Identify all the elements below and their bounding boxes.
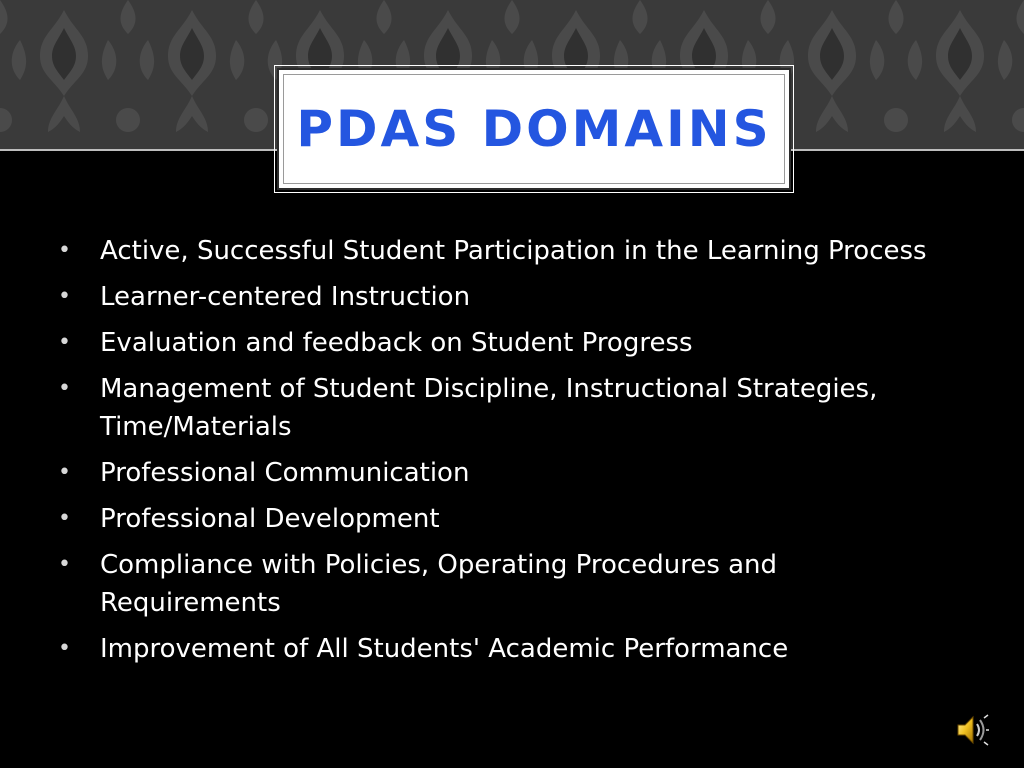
slide-title: PDAS DOMAINS bbox=[296, 100, 772, 158]
bullet-list bbox=[58, 232, 958, 676]
list-item bbox=[58, 454, 958, 492]
bullet-icon: • bbox=[58, 552, 71, 577]
bullet-icon: • bbox=[58, 460, 71, 485]
list-item bbox=[58, 630, 958, 668]
list-item-text: Improvement of All Students' Academic Performance bbox=[100, 634, 789, 664]
list-item-text: Professional Communication bbox=[100, 458, 470, 488]
list-item bbox=[58, 370, 958, 446]
bullet-icon: • bbox=[58, 238, 71, 263]
list-item-text: Professional Development bbox=[100, 504, 440, 534]
list-item bbox=[58, 232, 958, 270]
list-item-text: Compliance with Policies, Operating Procedures and Requirements bbox=[100, 550, 778, 618]
bullet-icon: • bbox=[58, 284, 71, 309]
bullet-icon: • bbox=[58, 636, 71, 661]
title-frame bbox=[283, 74, 785, 184]
bullet-icon: • bbox=[58, 376, 71, 401]
speaker-icon[interactable] bbox=[954, 712, 990, 748]
list-item-text: Learner-centered Instruction bbox=[100, 282, 471, 312]
list-item-text: Evaluation and feedback on Student Progress bbox=[100, 328, 693, 358]
bullet-icon: • bbox=[58, 506, 71, 531]
list-item bbox=[58, 500, 958, 538]
bullet-icon: • bbox=[58, 330, 71, 355]
list-item-text: Active, Successful Student Participation in the Learning Process bbox=[100, 236, 927, 266]
list-item bbox=[58, 278, 958, 316]
list-item-text: Management of Student Discipline, Instructional Strategies, Time/Materials bbox=[100, 374, 878, 442]
title-box bbox=[277, 68, 791, 190]
list-item bbox=[58, 546, 958, 622]
list-item bbox=[58, 324, 958, 362]
